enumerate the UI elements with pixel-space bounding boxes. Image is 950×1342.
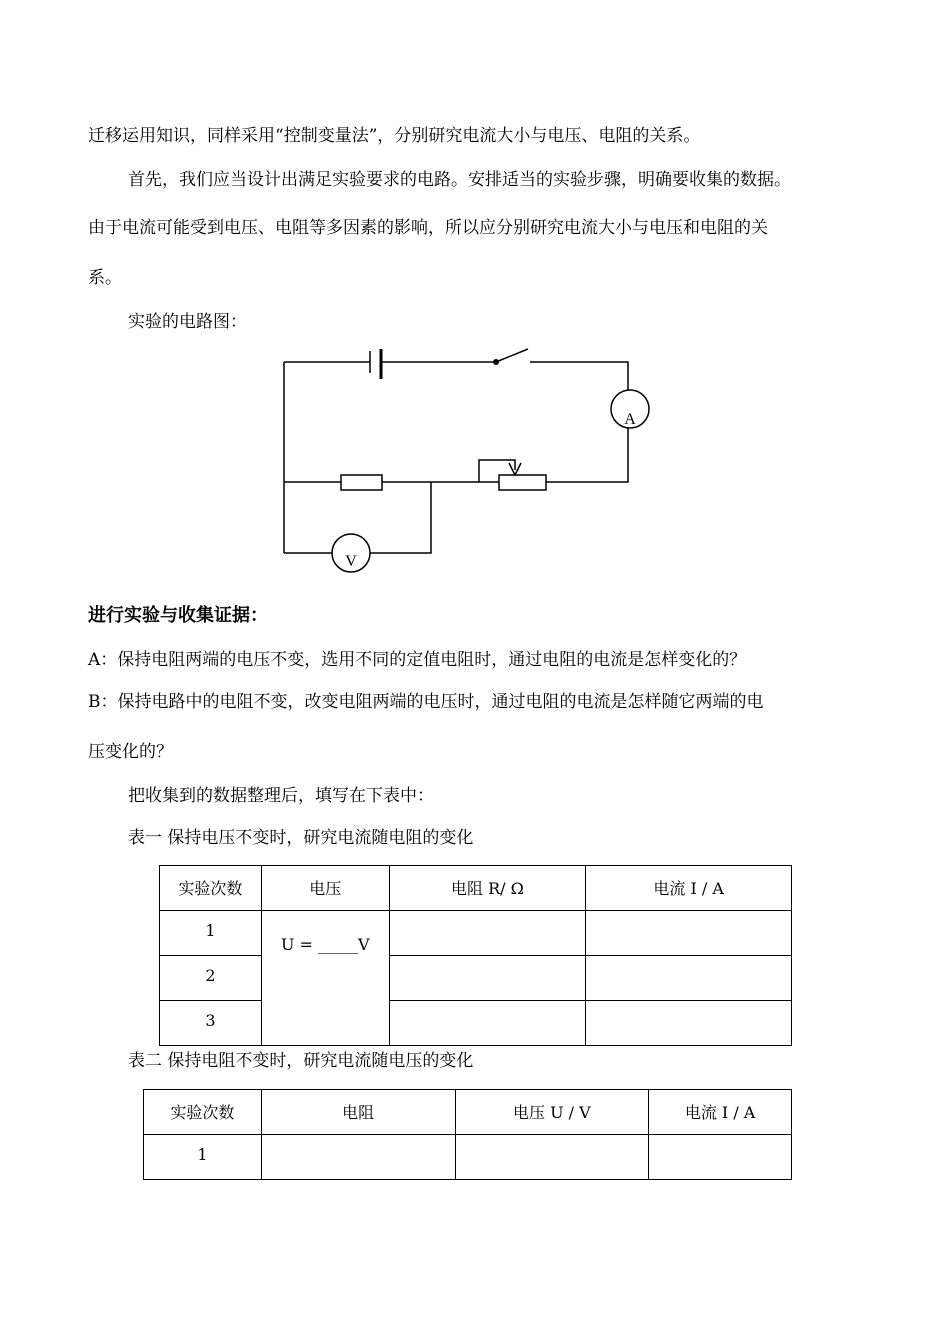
fixed-resistor — [341, 475, 382, 490]
paragraph-5: 实验的电路图： — [128, 312, 247, 332]
table1-row-3-resistance[interactable] — [389, 1001, 586, 1046]
table1-header-voltage: 电压 — [261, 866, 389, 911]
table2-row-1-trial: 1 — [144, 1135, 262, 1180]
table1-row-2-current[interactable] — [586, 956, 792, 1001]
wire-top-right — [530, 362, 628, 390]
table2-row-1-voltage[interactable] — [455, 1135, 649, 1180]
section-heading: 进行实验与收集证据： — [88, 605, 268, 626]
table1-row-1-trial: 1 — [160, 911, 262, 956]
table1-row-3-trial: 3 — [160, 1001, 262, 1046]
table2-header-trial: 实验次数 — [144, 1090, 262, 1135]
table1-row-2-resistance[interactable] — [389, 956, 586, 1001]
question-b-line-2: 压变化的？ — [88, 742, 173, 762]
paragraph-3: 由于电流可能受到电压、电阻等多因素的影响，所以应分别研究电流大小与电压和电阻的关 — [88, 218, 768, 238]
table1-row-2-trial: 2 — [160, 956, 262, 1001]
table1-row-1-resistance[interactable] — [389, 911, 586, 956]
wire-right — [546, 428, 628, 482]
table-2 — [143, 1089, 792, 1180]
question-b-line-1: B：保持电路中的电阻不变，改变电阻两端的电压时，通过电阻的电流是怎样随它两端的电 — [88, 692, 764, 712]
table2-caption: 表二 保持电阻不变时，研究电流随电压的变化 — [128, 1051, 474, 1071]
table2-header-voltage: 电压 U / V — [455, 1090, 649, 1135]
table1-header-trial: 实验次数 — [160, 866, 262, 911]
circuit-diagram — [0, 0, 950, 600]
fill-instruction: 把收集到的数据整理后，填写在下表中： — [128, 786, 434, 806]
paragraph-4: 系。 — [88, 268, 122, 288]
voltmeter-label: V — [345, 553, 357, 570]
table1-voltage-cell[interactable]: U = _____V — [261, 911, 389, 1046]
switch-pivot — [493, 359, 499, 365]
table2-row-1-resistance[interactable] — [261, 1135, 455, 1180]
table2-row-1-current[interactable] — [649, 1135, 792, 1180]
table1-header-resistance: 电阻 R/ Ω — [389, 866, 586, 911]
table-1 — [159, 865, 792, 1046]
table1-header-current: 电流 I / A — [586, 866, 792, 911]
table1-row-1-current[interactable] — [586, 911, 792, 956]
wire-voltmeter-right — [370, 482, 431, 553]
rheostat — [499, 475, 546, 490]
table1-row-3-current[interactable] — [586, 1001, 792, 1046]
switch-blade — [496, 349, 528, 362]
table1-caption: 表一 保持电压不变时，研究电流随电阻的变化 — [128, 828, 474, 848]
question-a: A：保持电阻两端的电压不变，选用不同的定值电阻时，通过电阻的电流是怎样变化的？ — [88, 650, 747, 670]
paragraph-2: 首先，我们应当设计出满足实验要求的电路。安排适当的实验步骤，明确要收集的数据。 — [128, 170, 791, 190]
ammeter-label: A — [624, 411, 636, 428]
table2-header-resistance: 电阻 — [261, 1090, 455, 1135]
paragraph-1: 迁移运用知识，同样采用“控制变量法”，分别研究电流大小与电压、电阻的关系。 — [88, 126, 701, 146]
table2-header-current: 电流 I / A — [649, 1090, 792, 1135]
